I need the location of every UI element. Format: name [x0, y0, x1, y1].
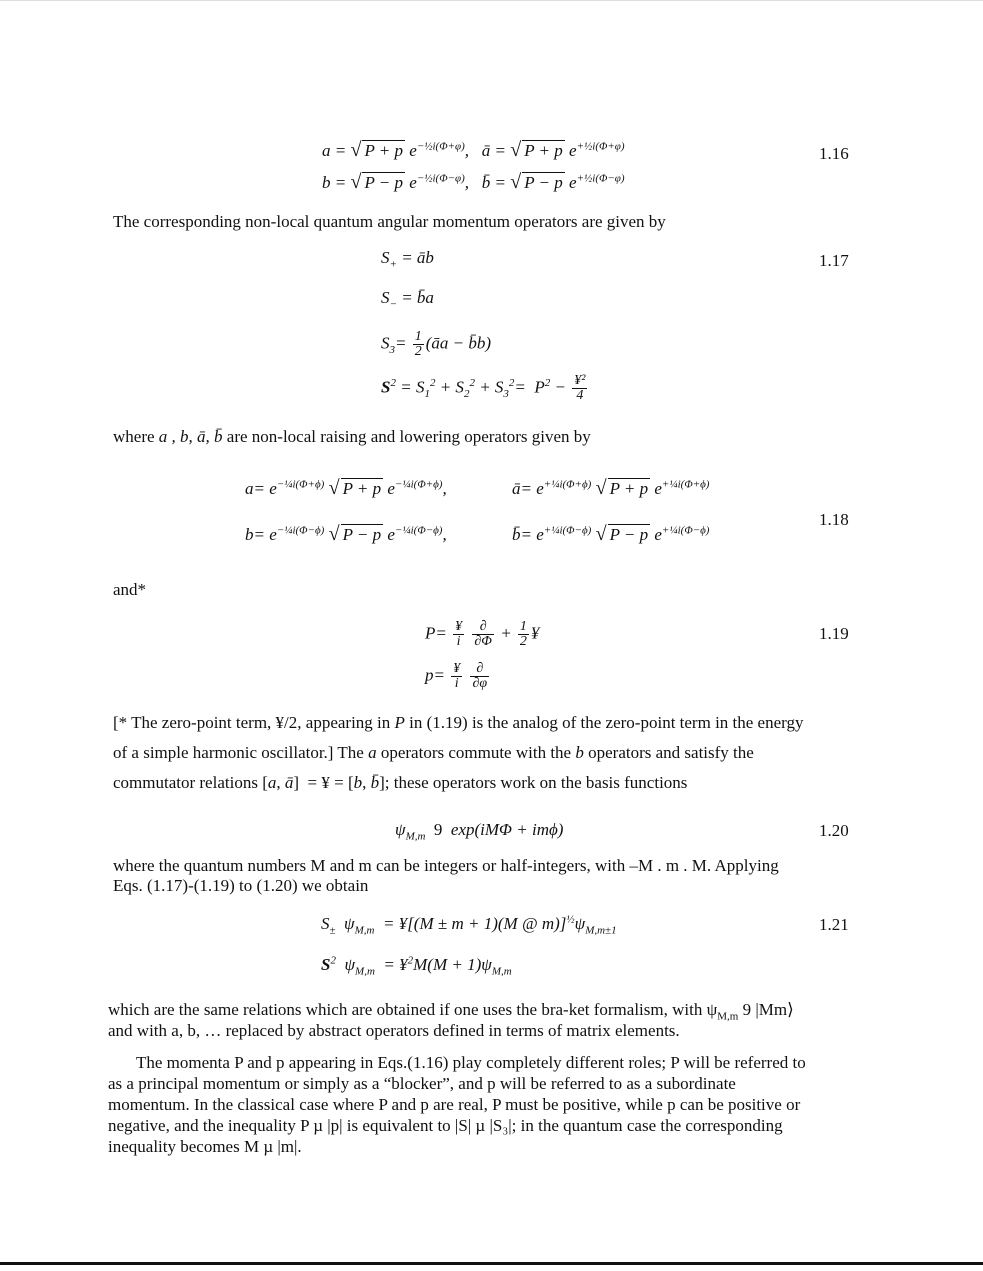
- and-label: and*: [113, 580, 147, 599]
- bra-ket-end: 9 |Mm⟩: [742, 1000, 794, 1019]
- paragraph-momenta-3: momentum. In the classical case where P and p are real, P must be positive, while p can be positive or: [108, 1095, 801, 1114]
- bra-ket-text: which are the same relations which are obtained if one uses the bra-ket formalism, with ψ: [108, 1000, 718, 1019]
- paragraph-momenta-4: negative, and the inequality P µ |p| is equivalent to |S| µ |S₃|; in the quantum case the corresponding: [108, 1116, 783, 1135]
- footnote-d: operators commute with the: [380, 743, 572, 762]
- equation-1-21-s-squared: $S^2$ $\psi_{M,m}$ = ¥$^2$M(M + $1)\psi_{M,m}$: [321, 954, 512, 978]
- footnote-line-1: [* The zero-point term, ¥/2, appearing in P in (1.19) is the analog of the zero-point term in the energy: [113, 713, 804, 732]
- equation-number-1-18: 1.18: [819, 510, 849, 529]
- equation-1-18-b: $b= e^{-\frac{1}{4}i(\Phi-\phi)}$ √ P − p $e^{-\frac{1}{4}i(\Phi-\phi)}$,: [245, 523, 447, 545]
- equation-number-1-20: 1.20: [819, 821, 849, 840]
- paragraph-bra-ket-1: [108, 1000, 794, 1023]
- bottom-edge: [0, 1262, 983, 1265]
- footnote-e: operators and satisfy the: [588, 743, 754, 762]
- footnote-g: ; these operators work on the basis functions: [384, 773, 688, 792]
- equation-1-16-line1: a = √ P + p $e^{-\frac{1}{2}i(\Phi+\varphi)}$, ā = √ P + p $e^{+\frac{1}{2}i(\Phi+\varphi)}$: [322, 139, 625, 161]
- equation-1-17-s-squared: $S^2 = S_1^2 + S_2^2 + S_3^2= P^2$ − $\frac{\text{¥²}}{4}$: [381, 373, 586, 403]
- footnote-a: [* The zero-point term, ¥/2, appearing in: [113, 713, 391, 732]
- bra-ket-sub: M,m: [717, 1010, 739, 1023]
- paragraph-operators-intro: The corresponding non-local quantum angular momentum operators are given by: [113, 212, 666, 231]
- where-word: where: [113, 427, 155, 446]
- paragraph-where-operators: where a , b, ā, b̄ are non-local raising and lowering operators given by: [113, 427, 591, 446]
- equation-1-19-P: P= $\frac{¥}{i}$ $\frac{\partial}{\partial\Phi}$ + $\frac{1}{2}$ ¥: [425, 619, 540, 649]
- footnote-line-2: of a simple harmonic oscillator.] The a operators commute with the b operators and satisfy the: [113, 743, 754, 762]
- equation-1-18-a: $a= e^{-\frac{1}{4}i(\Phi+\phi)}$ √ P + p $e^{-\frac{1}{4}i(\Phi+\phi)}$,: [245, 477, 447, 499]
- equation-1-16-line2: b = √ P − p $e^{-\frac{1}{2}i(\Phi-\varphi)}$, b̄ = √ P − p $e^{+\frac{1}{2}i(\Phi-\varphi)}$: [322, 171, 625, 193]
- paragraph-quantum-numbers-2: Eqs. (1.17)-(1.19) to (1.20) we obtain: [113, 876, 369, 895]
- equation-number-1-17: 1.17: [819, 251, 849, 270]
- equation-1-17-s-plus: $S_+$ = āb: [381, 248, 434, 271]
- where-tail: are non-local raising and lowering operators given by: [226, 427, 591, 446]
- paragraph-momenta-5: inequality becomes M µ |m|.: [108, 1137, 302, 1156]
- equation-1-21-s-pm: $S_\pm$ $\psi_{M,m}$ = ¥[(M ± m + 1)(M @ $m)]^{\frac{1}{2}}\psi_{M,m\pm 1}$: [321, 913, 617, 937]
- equation-number-1-19: 1.19: [819, 624, 849, 643]
- equation-1-17-s-minus: $S_-$ = b̄a: [381, 288, 434, 311]
- equation-1-17-s3: $S_3=$ $\frac{1}{2}$ (āa − b̄b): [381, 329, 492, 359]
- equation-1-19-p: p= $\frac{¥}{i}$ $\frac{\partial}{\partial\varphi}$: [425, 661, 488, 691]
- equation-1-20: $\psi_{M,m}$ 9 exp(iMΦ + imϕ): [395, 820, 564, 843]
- paragraph-momenta-1: The momenta P and p appearing in Eqs.(1.16) play completely different roles; P will be referred to: [136, 1053, 806, 1072]
- equation-1-18-b-bar: b̄= $e^{+\frac{1}{4}i(\Phi-\phi)}$ √ P − p $e^{+\frac{1}{4}i(\Phi-\phi)}$: [512, 523, 710, 545]
- paragraph-momenta-2: as a principal momentum or simply as a “blocker”, and p will be referred to as a subordinate: [108, 1074, 736, 1093]
- footnote-line-3: commutator relations [a, ā] = ¥ = [b, b̄]; these operators work on the basis functions: [113, 773, 688, 792]
- paragraph-quantum-numbers-1: where the quantum numbers M and m can be integers or half-integers, with –M . m . M. Applying: [113, 856, 779, 875]
- equation-1-18-a-bar: ā= $e^{+\frac{1}{4}i(\Phi+\phi)}$ √ P + p $e^{+\frac{1}{4}i(\Phi+\phi)}$: [512, 477, 710, 499]
- footnote-b: in (1.19) is the analog of the zero-point term in the energy: [409, 713, 804, 732]
- paragraph-bra-ket-2: and with a, b, … replaced by abstract operators defined in terms of matrix elements.: [108, 1021, 680, 1040]
- footnote-c: of a simple harmonic oscillator.] The: [113, 743, 364, 762]
- top-edge: [0, 0, 983, 1]
- footnote-f: commutator relations: [113, 773, 258, 792]
- equation-number-1-16: 1.16: [819, 144, 849, 163]
- equation-number-1-21: 1.21: [819, 915, 849, 934]
